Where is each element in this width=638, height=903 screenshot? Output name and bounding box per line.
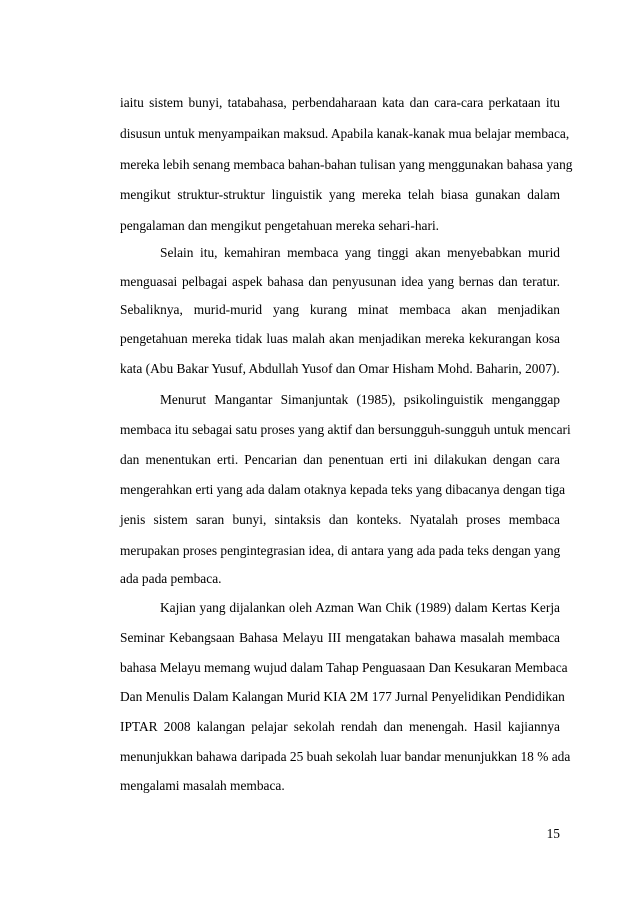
text-line: pengalaman dan mengikut pengetahuan mereka sehari-hari.	[120, 218, 440, 233]
text-line: Kajian yang dijalankan oleh Azman Wan Chik (1989) dalam Kertas Kerja	[160, 600, 560, 615]
text-line: mengerahkan erti yang ada dalam otaknya kepada teks yang dibacanya dengan tiga	[120, 482, 566, 497]
text-line: IPTAR 2008 kalangan pelajar sekolah rendah dan menengah. Hasil kajiannya	[120, 719, 560, 734]
text-line: mengalami masalah membaca.	[120, 778, 285, 793]
text-line: mereka lebih senang membaca bahan-bahan tulisan yang menggunakan bahasa yang	[120, 157, 573, 172]
text-line: ada pada pembaca.	[120, 571, 222, 586]
text-line: dan menentukan erti. Pencarian dan penentuan erti ini dilakukan dengan cara	[120, 452, 560, 467]
text-line: kata (Abu Bakar Yusuf, Abdullah Yusof dan Omar Hisham Mohd. Baharin, 2007).	[120, 361, 560, 376]
text-line: membaca itu sebagai satu proses yang aktif dan bersungguh-sungguh untuk mencari	[120, 422, 571, 437]
text-line: Menurut Mangantar Simanjuntak (1985), psikolinguistik menganggap	[160, 392, 560, 407]
text-line: merupakan proses pengintegrasian idea, di antara yang ada pada teks dengan yang	[120, 543, 561, 558]
page-number: 15	[546, 826, 560, 841]
text-line: disusun untuk menyampaikan maksud. Apabila kanak-kanak mua belajar membaca,	[120, 126, 570, 141]
text-line: mengikut struktur-struktur linguistik yang mereka telah biasa gunakan dalam	[120, 187, 560, 202]
text-line: Seminar Kebangsaan Bahasa Melayu III mengatakan bahawa masalah membaca	[120, 630, 560, 645]
text-line: pengetahuan mereka tidak luas malah akan menjadikan mereka kekurangan kosa	[120, 331, 560, 346]
text-line: Dan Menulis Dalam Kalangan Murid KIA 2M 177 Jurnal Penyelidikan Pendidikan	[120, 689, 565, 704]
text-line: menunjukkan bahawa daripada 25 buah sekolah luar bandar menunjukkan 18 % ada	[120, 749, 571, 764]
text-line: menguasai pelbagai aspek bahasa dan penyusunan idea yang bernas dan teratur.	[120, 274, 560, 289]
text-line: Selain itu, kemahiran membaca yang tinggi akan menyebabkan murid	[160, 245, 560, 260]
text-line: iaitu sistem bunyi, tatabahasa, perbendaharaan kata dan cara-cara perkataan itu	[120, 95, 560, 110]
text-line: jenis sistem saran bunyi, sintaksis dan konteks. Nyatalah proses membaca	[120, 512, 560, 527]
text-line: Sebaliknya, murid-murid yang kurang minat membaca akan menjadikan	[120, 302, 560, 317]
text-line: bahasa Melayu memang wujud dalam Tahap Penguasaan Dan Kesukaran Membaca	[120, 660, 568, 675]
